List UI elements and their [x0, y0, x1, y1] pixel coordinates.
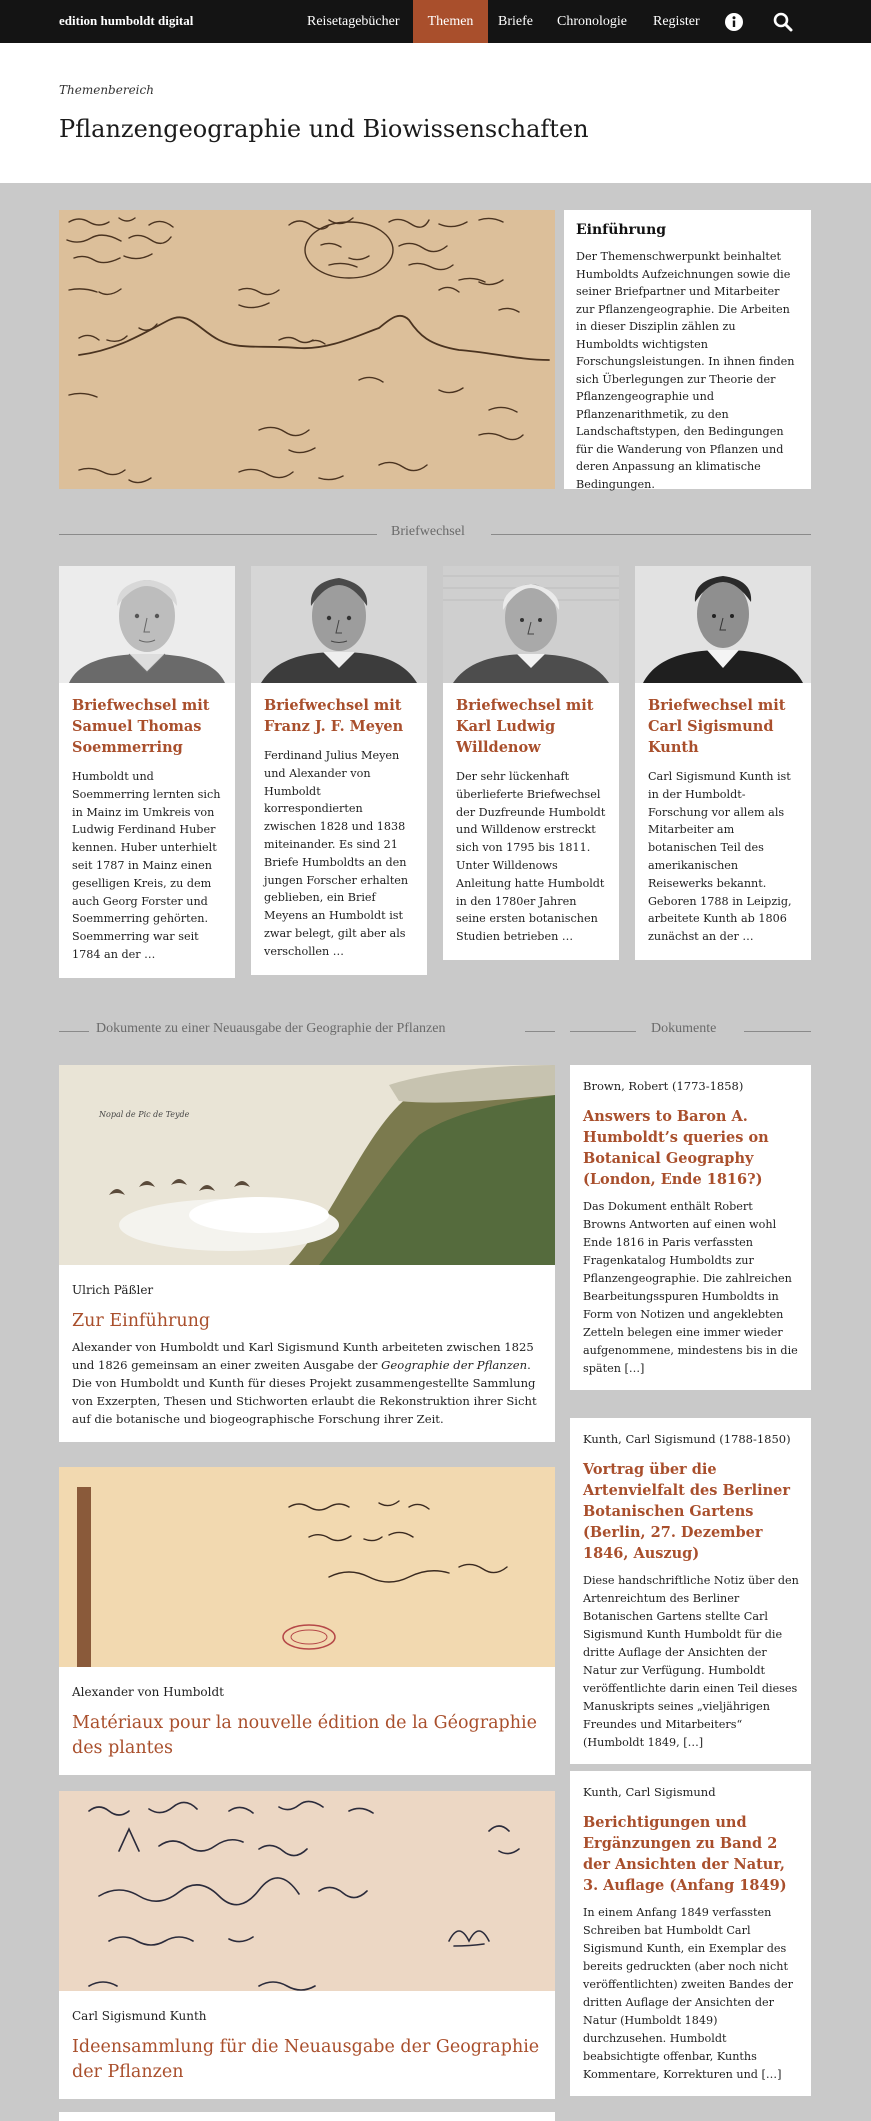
document-card-kunth-berichtigungen[interactable] — [570, 1771, 811, 2096]
edition-card-partial — [59, 2112, 555, 2121]
edition-card-title[interactable]: Matériaux pour la nouvelle édition de la Géographie des plantes — [72, 1713, 537, 1758]
document-card-kunth-vortrag[interactable] — [570, 1418, 811, 1764]
document-card-author: Brown, Robert (1773-1858) — [583, 1079, 744, 1093]
top-navbar — [0, 0, 871, 43]
page-header — [0, 43, 871, 183]
intro-title: Einführung — [576, 222, 667, 238]
image-caption: Nopal de Pic de Teyde — [99, 1110, 190, 1119]
portrait-willdenow — [443, 566, 619, 683]
section-divider-letters — [59, 524, 811, 544]
edition-card-materiaux[interactable] — [59, 1467, 555, 1775]
letter-card-text: Der sehr lückenhaft überlieferte Briefwechsel der Duzfreunde Humboldt und Willdenow erstreckt sich von 1795 bis 1811. Unter Willdenows Anleitung hatte Humboldt in den 1780er Jahren seine ersten botanischen Studien betrieben … — [456, 770, 606, 944]
letter-card-title[interactable]: Briefwechsel mit Carl Sigismund Kunth — [648, 697, 786, 756]
letter-card-title[interactable]: Briefwechsel mit Franz J. F. Meyen — [264, 697, 404, 735]
section-heading-documents: Dokumente — [651, 1021, 717, 1036]
edition-card-author: Carl Sigismund Kunth — [72, 2009, 207, 2023]
intro-manuscript-image — [59, 210, 555, 489]
nav-item-themen[interactable]: Themen — [413, 0, 488, 43]
section-divider-new-edition — [59, 1021, 555, 1041]
edition-card-ideensammlung[interactable] — [59, 1791, 555, 2099]
letter-card-title[interactable]: Briefwechsel mit Samuel Thomas Soemmerring — [72, 697, 210, 756]
document-card-author: Kunth, Carl Sigismund (1788-1850) — [583, 1432, 791, 1446]
section-heading-letters: Briefwechsel — [391, 524, 465, 539]
edition-card-text: Alexander von Humboldt und Karl Sigismund Kunth arbeiteten zwischen 1825 und 1826 gemeinsam an einer zweiten Ausgabe der Geographie der Pflanzen. Die von Humboldt und Kunth für dieses Projekt zusammengestellte Sammlung von Exzerpten, Thesen und Stichworten erlaubt die Rekonstruktion ihrer Sicht auf die botanische und biogeographische Forschung ihrer Zeit. — [72, 1340, 537, 1426]
document-card-title[interactable]: Berichtigungen und Ergänzungen zu Band 2 der Ansichten der Natur, 3. Auflage (Anfang 1849) — [583, 1814, 787, 1894]
nav-item-register[interactable]: Register — [653, 14, 700, 29]
document-card-text: In einem Anfang 1849 verfassten Schreiben bat Humboldt Carl Sigismund Kunth, ein Exemplar des bereits gedruckten (aber noch nicht veröffentlichten) zweiten Bandes der dritten Auflage der Ansichten der Natur (Humboldt 1849) durchzusehen. Humboldt beabsichtigte offenbar, Kunths Kommentare, Korrekturen und […] — [583, 1906, 794, 2081]
document-card-brown[interactable] — [570, 1065, 811, 1390]
page-kicker: Themenbereich — [59, 83, 154, 97]
document-card-title[interactable]: Answers to Baron A. Humboldt’s queries on Botanical Geography (London, Ende 1816?) — [583, 1108, 769, 1188]
letter-card-soemmerring[interactable] — [59, 566, 235, 978]
intro-panel — [564, 210, 811, 489]
edition-card-introduction[interactable] — [59, 1065, 555, 1442]
portrait-kunth — [635, 566, 811, 683]
letter-card-text: Carl Sigismund Kunth ist in der Humboldt-Forschung vor allem als Mitarbeiter am botanischen Teil des amerikanischen Reisewerks bekannt. Geboren 1788 in Leipzig, arbeitete Kunth ab 1806 zunächst an der … — [648, 770, 792, 944]
materiaux-manuscript-image — [59, 1467, 555, 1667]
letter-card-kunth[interactable] — [635, 566, 811, 960]
portrait-meyen — [251, 566, 427, 683]
edition-card-title[interactable]: Ideensammlung für die Neuausgabe der Geographie der Pflanzen — [72, 2037, 540, 2082]
letter-card-title[interactable]: Briefwechsel mit Karl Ludwig Willdenow — [456, 697, 594, 756]
nav-item-chronologie[interactable]: Chronologie — [557, 14, 627, 29]
letter-card-text: Ferdinand Julius Meyen und Alexander von Humboldt korrespondierten zwischen 1828 und 1838 miteinander. Es sind 21 Briefe Humboldts an den jungen Forscher erhalten geblieben, ein Brief Meyens an Humboldt ist zwar belegt, gilt aber als verschollen … — [264, 749, 409, 958]
edition-card-author: Ulrich Päßler — [72, 1283, 154, 1297]
info-icon[interactable] — [723, 11, 745, 33]
letter-card-text: Humboldt und Soemmerring lernten sich in Mainz im Umkreis von Ludwig Ferdinand Huber kennen. Huber unterhielt seit 1787 in Mainz einen geselligen Kreis, zu dem auch Georg Forster und Soemmerring gehörten. Soemmerring war seit 1784 an der … — [72, 770, 221, 961]
portrait-soemmerring — [59, 566, 235, 683]
letter-card-willdenow[interactable] — [443, 566, 619, 960]
site-brand[interactable]: edition humboldt digital — [59, 13, 194, 28]
document-card-author: Kunth, Carl Sigismund — [583, 1785, 716, 1799]
document-card-title[interactable]: Vortrag über die Artenvielfalt des Berliner Botanischen Gartens (Berlin, 27. Dezember 1846, Auszug) — [583, 1461, 791, 1562]
page-title: Pflanzengeographie und Biowissenschaften — [59, 115, 589, 143]
edition-card-title[interactable]: Zur Einführung — [72, 1311, 211, 1331]
document-card-text: Diese handschriftliche Notiz über den Artenreichtum des Berliner Botanischen Gartens stellte Carl Sigismund Kunth Humboldt für die dritte Auflage der Ansichten der Natur zur Verfügung. Humboldt veröffentlichte darin einen Teil dieses Manuskripts seines „vieljährigen Freundes und Mitarbeiters“ (Humboldt 1849, […] — [583, 1574, 799, 1749]
ideensammlung-manuscript-image — [59, 1791, 555, 1991]
teide-drawing-image — [59, 1065, 555, 1265]
document-card-text: Das Dokument enthält Robert Browns Antworten auf einen wohl Ende 1816 in Paris verfassten Fragenkatalog Humboldts zur Pflanzengeographie. Die zahlreichen Bearbeitungsspuren Humboldts in Form von Notizen und angeklebten Zetteln belegen eine immer wieder aufgenommene, mindestens bis in die späten […] — [583, 1200, 798, 1375]
section-heading-new-edition: Dokumente zu einer Neuausgabe der Geographie der Pflanzen — [96, 1021, 446, 1036]
letter-card-meyen[interactable] — [251, 566, 427, 975]
section-divider-documents — [570, 1021, 811, 1041]
nav-item-briefe[interactable]: Briefe — [498, 14, 533, 29]
edition-card-author: Alexander von Humboldt — [72, 1685, 224, 1699]
nav-item-reisetagebuecher[interactable]: Reisetagebücher — [307, 14, 400, 29]
intro-text: Der Themenschwerpunkt beinhaltet Humboldts Aufzeichnungen sowie die seiner Briefpartner und Mitarbeiter zur Pflanzengeographie. Die Arbeiten in dieser Disziplin zählen zu Humboldts wichtigsten Forschungsleistungen. In ihnen finden sich Überlegungen zur Theorie der Pflanzengeographie und Pflanzenarithmetik, zu den Landschaftstypen, den Bedingungen für die Wanderung von Pflanzen und deren Anpassung an klimatische Bedingungen. — [576, 250, 795, 491]
search-icon[interactable] — [772, 11, 794, 33]
